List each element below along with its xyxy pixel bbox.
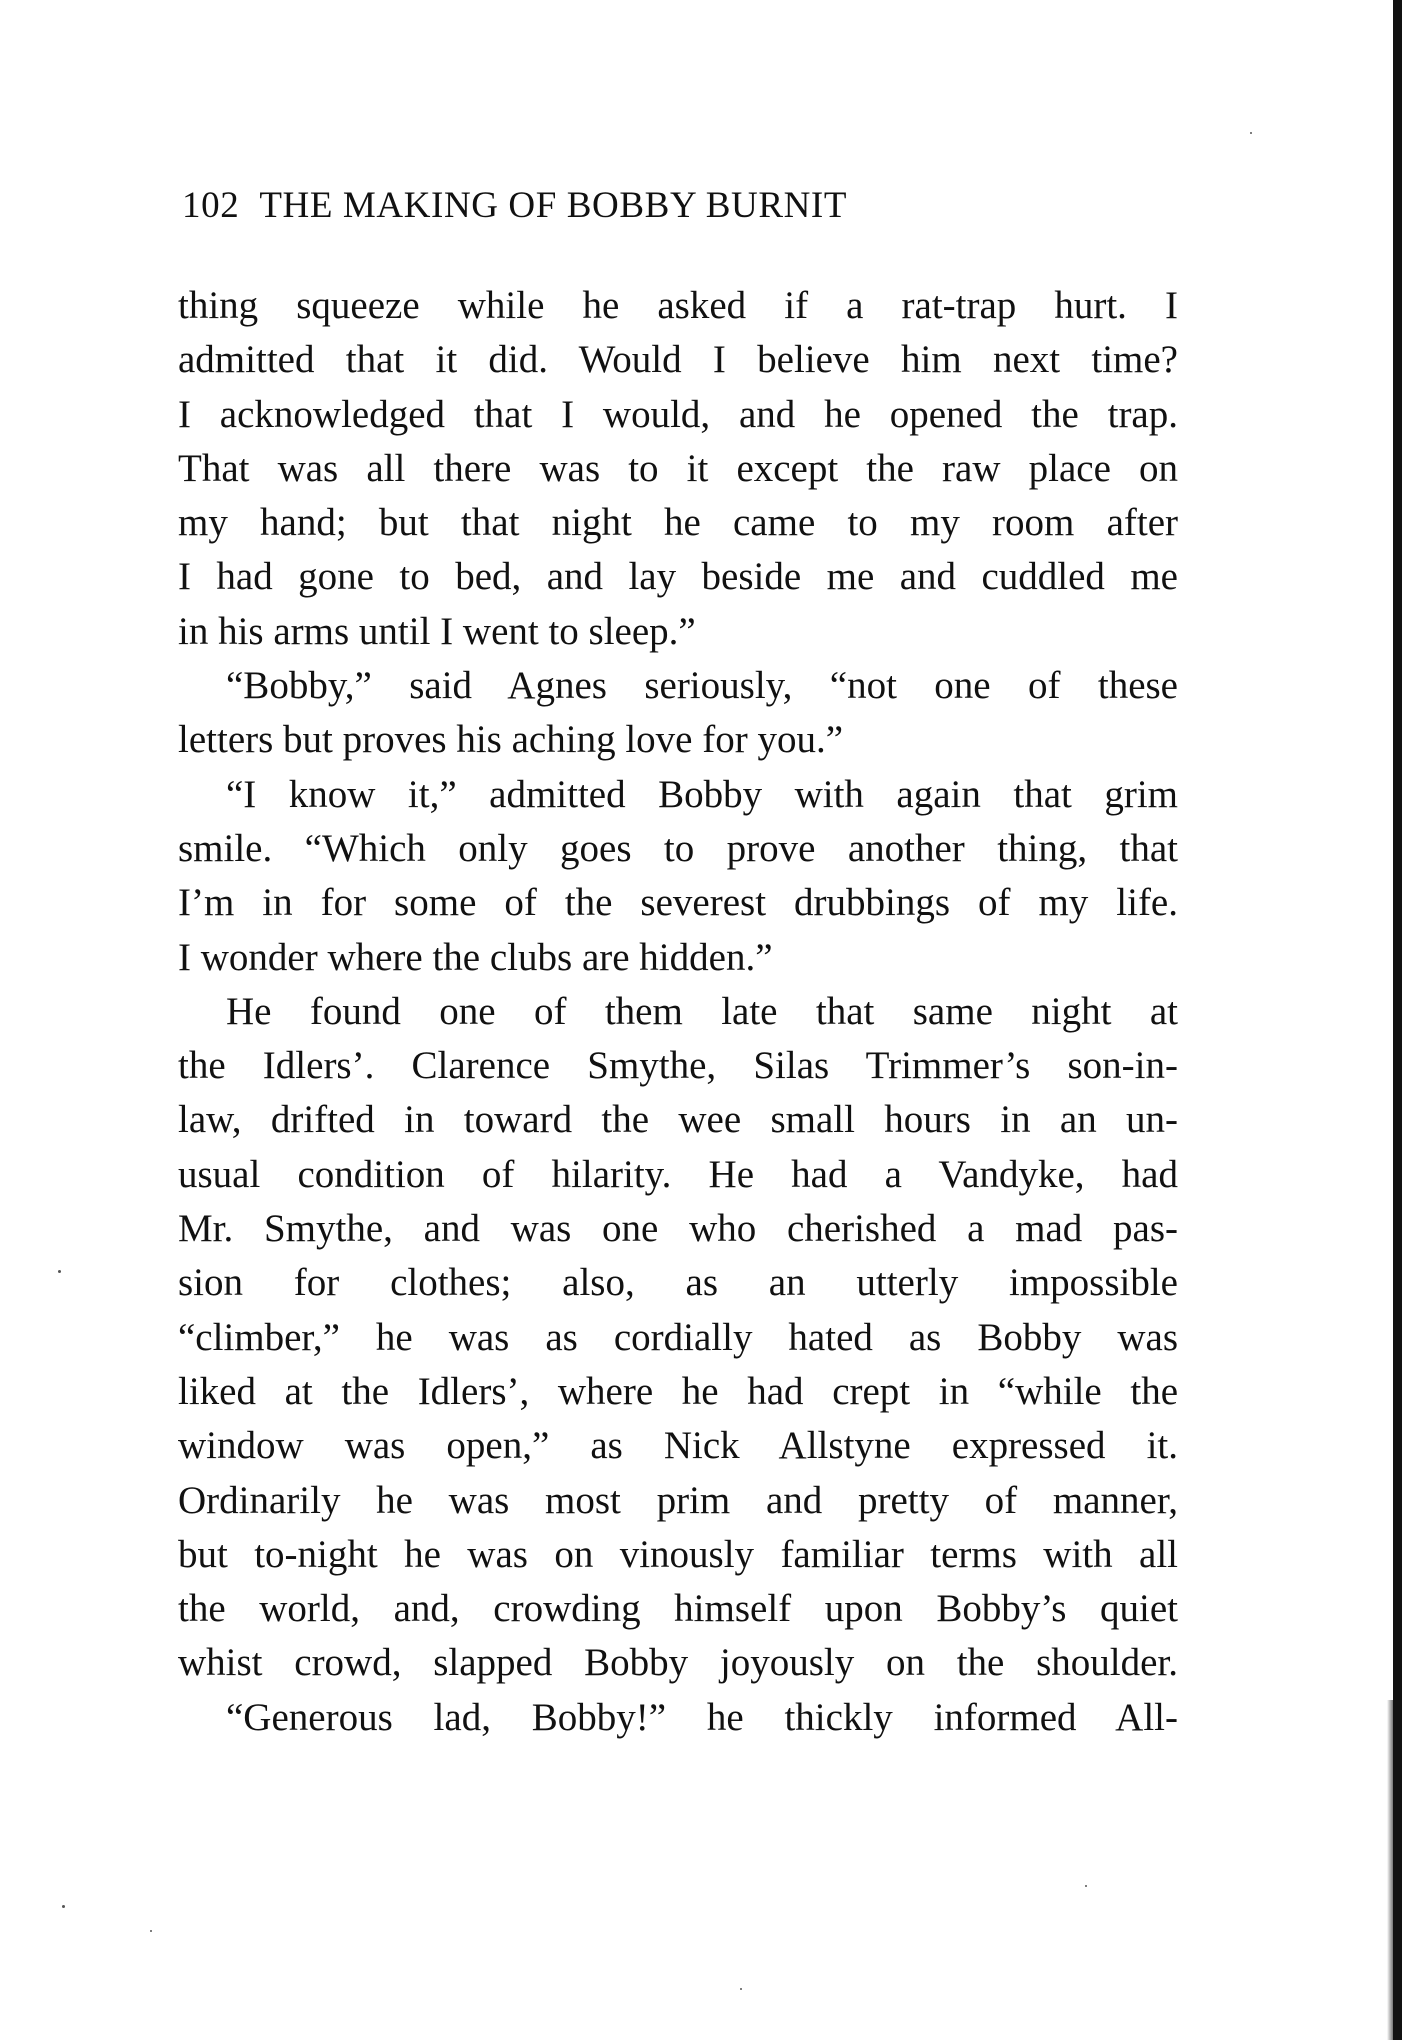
- text-line: He found one of them late that same night at: [226, 989, 1178, 1033]
- text-line: Ordinarily he was most prim and pretty of manner,: [178, 1478, 1178, 1522]
- text-line: letters but proves his aching love for you.”: [178, 718, 843, 762]
- text-line: “Generous lad, Bobby!” he thickly informed All-: [226, 1695, 1178, 1739]
- text-line: “climber,” he was as cordially hated as Bobby was: [178, 1315, 1178, 1359]
- paragraph: [178, 985, 1178, 1691]
- paragraph: [178, 279, 1178, 659]
- text-line: usual condition of hilarity. He had a Vandyke, had: [178, 1152, 1178, 1196]
- text-line: whist crowd, slapped Bobby joyously on the shoulder.: [178, 1641, 1178, 1685]
- text-line: my hand; but that night he came to my room after: [178, 501, 1178, 545]
- text-line: window was open,” as Nick Allstyne expressed it.: [178, 1424, 1178, 1468]
- running-head: [182, 182, 1082, 230]
- paragraph: [178, 768, 1178, 985]
- text-line: “I know it,” admitted Bobby with again that grim: [226, 772, 1178, 816]
- paragraph: [178, 659, 1178, 768]
- text-line: I had gone to bed, and lay beside me and cuddled me: [178, 555, 1178, 599]
- text-line: in his arms until I went to sleep.”: [178, 609, 696, 653]
- text-line: but to-night he was on vinously familiar terms with all: [178, 1532, 1178, 1576]
- text-line: law, drifted in toward the wee small hours in an un-: [178, 1098, 1178, 1142]
- paper-speck: [150, 1930, 152, 1932]
- text-line: I acknowledged that I would, and he opened the trap.: [178, 392, 1178, 436]
- paper-speck: [58, 1270, 61, 1273]
- text-line: admitted that it did. Would I believe him next time?: [178, 338, 1178, 382]
- page-edge-shadow: [1387, 1700, 1393, 2040]
- paragraph: [178, 1691, 1178, 1745]
- text-line: thing squeeze while he asked if a rat-trap hurt. I: [178, 284, 1178, 327]
- text-line: I wonder where the clubs are hidden.”: [178, 935, 773, 979]
- text-line: sion for clothes; also, as an utterly impossible: [178, 1261, 1178, 1305]
- page-binding-edge: [1393, 0, 1402, 2040]
- text-line: liked at the Idlers’, where he had crept in “while the: [178, 1369, 1178, 1413]
- text-line: I’m in for some of the severest drubbings of my life.: [178, 881, 1178, 925]
- text-line: smile. “Which only goes to prove another thing, that: [178, 826, 1178, 870]
- paper-speck: [1250, 132, 1252, 134]
- paper-speck: [740, 1988, 742, 1990]
- paper-speck: [62, 1905, 65, 1908]
- page-number: 102: [182, 185, 240, 226]
- body-text: [178, 279, 1178, 1745]
- text-line: “Bobby,” said Agnes seriously, “not one of these: [226, 664, 1178, 708]
- book-title: THE MAKING OF BOBBY BURNIT: [259, 185, 848, 226]
- paper-speck: [1085, 1885, 1087, 1887]
- text-line: the world, and, crowding himself upon Bobby’s quiet: [178, 1587, 1178, 1631]
- text-line: Mr. Smythe, and was one who cherished a mad pas-: [178, 1207, 1178, 1251]
- text-line: the Idlers’. Clarence Smythe, Silas Trimmer’s son-in-: [178, 1044, 1178, 1088]
- text-line: That was all there was to it except the raw place on: [178, 446, 1178, 490]
